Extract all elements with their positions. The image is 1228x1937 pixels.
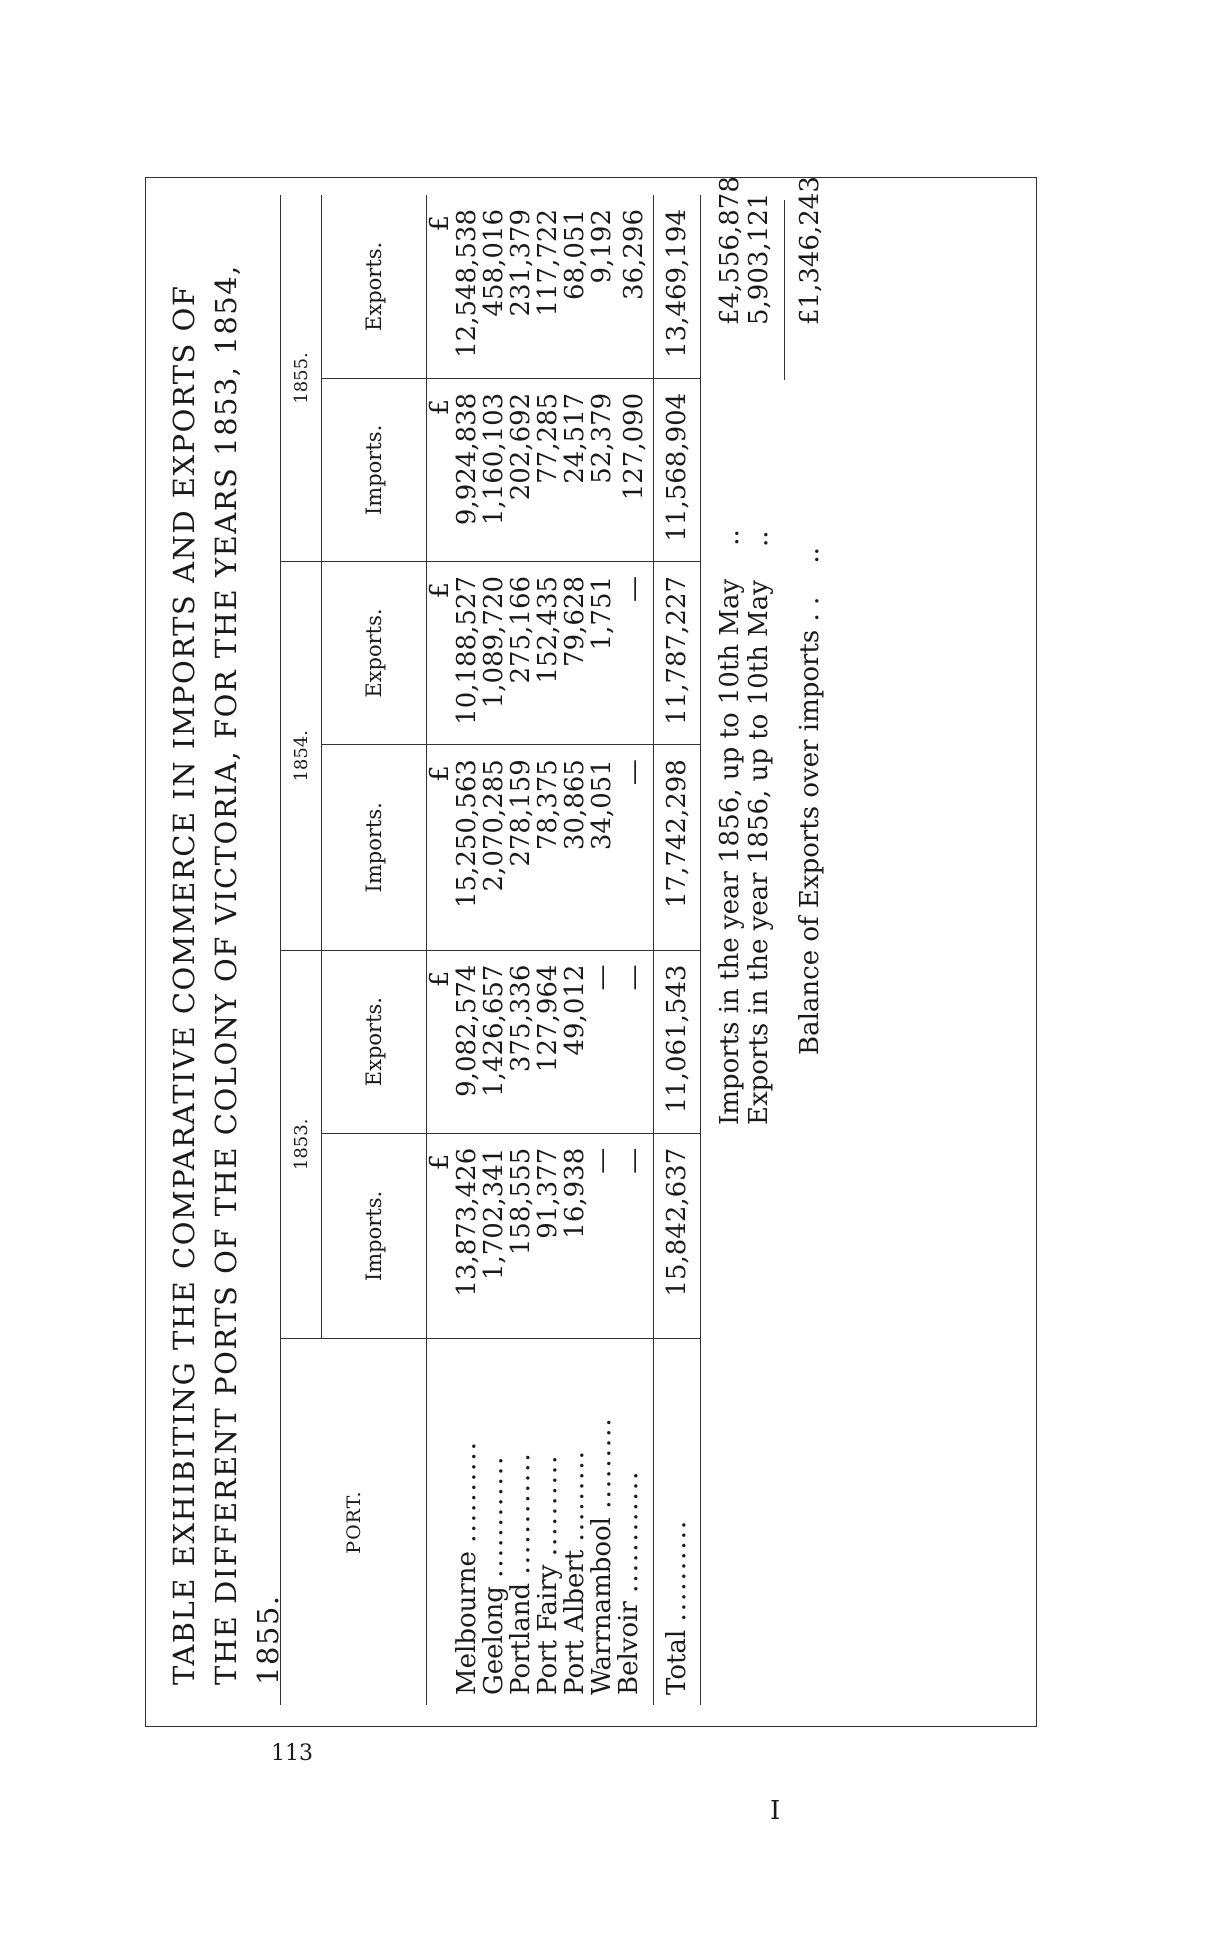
pound-sign: £ — [427, 950, 455, 1133]
table-title: TABLE EXHIBITING THE COMPARATIVE COMMERCE IN IMPORTS AND EXPORTS OF THE DIFFERENT PORTS OF THE COLONY OF VICTORIA, FOR THE YEARS 1853, 1854, 1855. — [167, 264, 285, 1685]
value-cell: 10,188,527 — [454, 561, 481, 744]
port-name: Port Fairy .......... — [535, 1339, 562, 1705]
port-header: PORT. — [281, 1339, 427, 1705]
exports-header-1853: Exports. — [322, 950, 427, 1133]
value-cell: 78,375 — [535, 745, 562, 950]
value-cell: 1,702,341 — [481, 1133, 508, 1338]
value-cell: 16,938 — [562, 1133, 589, 1338]
port-name: Portland ............ — [508, 1339, 535, 1705]
total-cell: 13,469,194 — [654, 195, 701, 378]
value-cell: — — [616, 561, 654, 744]
signature-mark: I — [770, 1796, 781, 1826]
value-cell: 79,628 — [562, 561, 589, 744]
value-cell: 24,517 — [562, 378, 589, 561]
port-name: Belvoir ............ — [616, 1339, 654, 1705]
port-name: Port Albert ......... — [562, 1339, 589, 1705]
table-row — [616, 195, 654, 1705]
value-cell: 1,751 — [589, 561, 616, 744]
pound-sign: £ — [427, 745, 455, 950]
total-label: Total .......... — [654, 1339, 701, 1705]
imports-header-1855: Imports. — [322, 378, 427, 561]
value-cell: 1,160,103 — [481, 378, 508, 561]
value-cell: 375,336 — [508, 950, 535, 1133]
pound-sign: £ — [427, 195, 455, 378]
summary-block — [700, 176, 830, 1125]
year-1853: 1853. — [281, 950, 322, 1339]
total-cell: 11,061,543 — [654, 950, 701, 1133]
year-1854: 1854. — [281, 561, 322, 950]
balance-value: £1,346,243 — [795, 176, 825, 325]
value-cell: 231,379 — [508, 195, 535, 378]
table-row — [508, 195, 535, 1705]
balance-label: Balance of Exports over imports . . .. — [795, 547, 825, 1055]
imports-1856-label: Imports in the year 1856, up to 10th May .. — [715, 529, 745, 1125]
exports-header-1855: Exports. — [322, 195, 427, 378]
value-cell: 52,379 — [589, 378, 616, 561]
value-cell: 30,865 — [562, 745, 589, 950]
table-row — [481, 195, 508, 1705]
value-cell: — — [589, 950, 616, 1133]
exports-1856-value: 5,903,121 — [744, 192, 774, 325]
value-cell: 458,016 — [481, 195, 508, 378]
exports-1856-label: Exports in the year 1856, up to 10th May .. — [744, 530, 774, 1125]
sum-rule — [784, 200, 785, 380]
value-cell: 117,722 — [535, 195, 562, 378]
value-cell: 15,250,563 — [454, 745, 481, 950]
port-name: Melbourne .......... — [454, 1339, 481, 1705]
value-cell: 77,285 — [535, 378, 562, 561]
page-number: 113 — [271, 1741, 313, 1766]
value-cell: 1,089,720 — [481, 561, 508, 744]
value-cell: 68,051 — [562, 195, 589, 378]
value-cell: 13,873,426 — [454, 1133, 481, 1338]
value-cell: 9,082,574 — [454, 950, 481, 1133]
value-cell: 127,964 — [535, 950, 562, 1133]
imports-1856-value: £4,556,878 — [715, 176, 745, 325]
total-cell: 11,568,904 — [654, 378, 701, 561]
table-row — [589, 195, 616, 1705]
total-cell: 17,742,298 — [654, 745, 701, 950]
value-cell: — — [616, 950, 654, 1133]
total-row — [654, 195, 701, 1705]
value-cell: 9,192 — [589, 195, 616, 378]
value-cell: 278,159 — [508, 745, 535, 950]
total-cell: 15,842,637 — [654, 1133, 701, 1338]
total-cell: 11,787,227 — [654, 561, 701, 744]
value-cell: 275,166 — [508, 561, 535, 744]
value-cell: 2,070,285 — [481, 745, 508, 950]
value-cell: — — [589, 1133, 616, 1338]
pound-sign: £ — [427, 561, 455, 744]
value-cell: 152,435 — [535, 561, 562, 744]
value-cell: — — [616, 1133, 654, 1338]
value-cell: 1,426,657 — [481, 950, 508, 1133]
value-cell: 12,548,538 — [454, 195, 481, 378]
pound-sign: £ — [427, 378, 455, 561]
value-cell: 158,555 — [508, 1133, 535, 1338]
value-cell: — — [616, 745, 654, 950]
pound-sign: £ — [427, 1133, 455, 1338]
imports-header-1854: Imports. — [322, 745, 427, 950]
port-name: Geelong ............ — [481, 1339, 508, 1705]
value-cell: 127,090 — [616, 378, 654, 561]
value-cell: 34,051 — [589, 745, 616, 950]
value-cell: 36,296 — [616, 195, 654, 378]
port-name: Warrnambool ......... — [589, 1339, 616, 1705]
value-cell: 49,012 — [562, 950, 589, 1133]
value-cell: 9,924,838 — [454, 378, 481, 561]
year-1855: 1855. — [281, 195, 322, 561]
exports-header-1854: Exports. — [322, 561, 427, 744]
rotated-page-content — [145, 177, 1035, 1725]
value-cell: 91,377 — [535, 1133, 562, 1338]
commerce-table — [280, 195, 701, 1705]
value-cell: 202,692 — [508, 378, 535, 561]
imports-header-1853: Imports. — [322, 1133, 427, 1338]
table-row — [562, 195, 589, 1705]
table-row — [454, 195, 481, 1705]
table-row — [535, 195, 562, 1705]
